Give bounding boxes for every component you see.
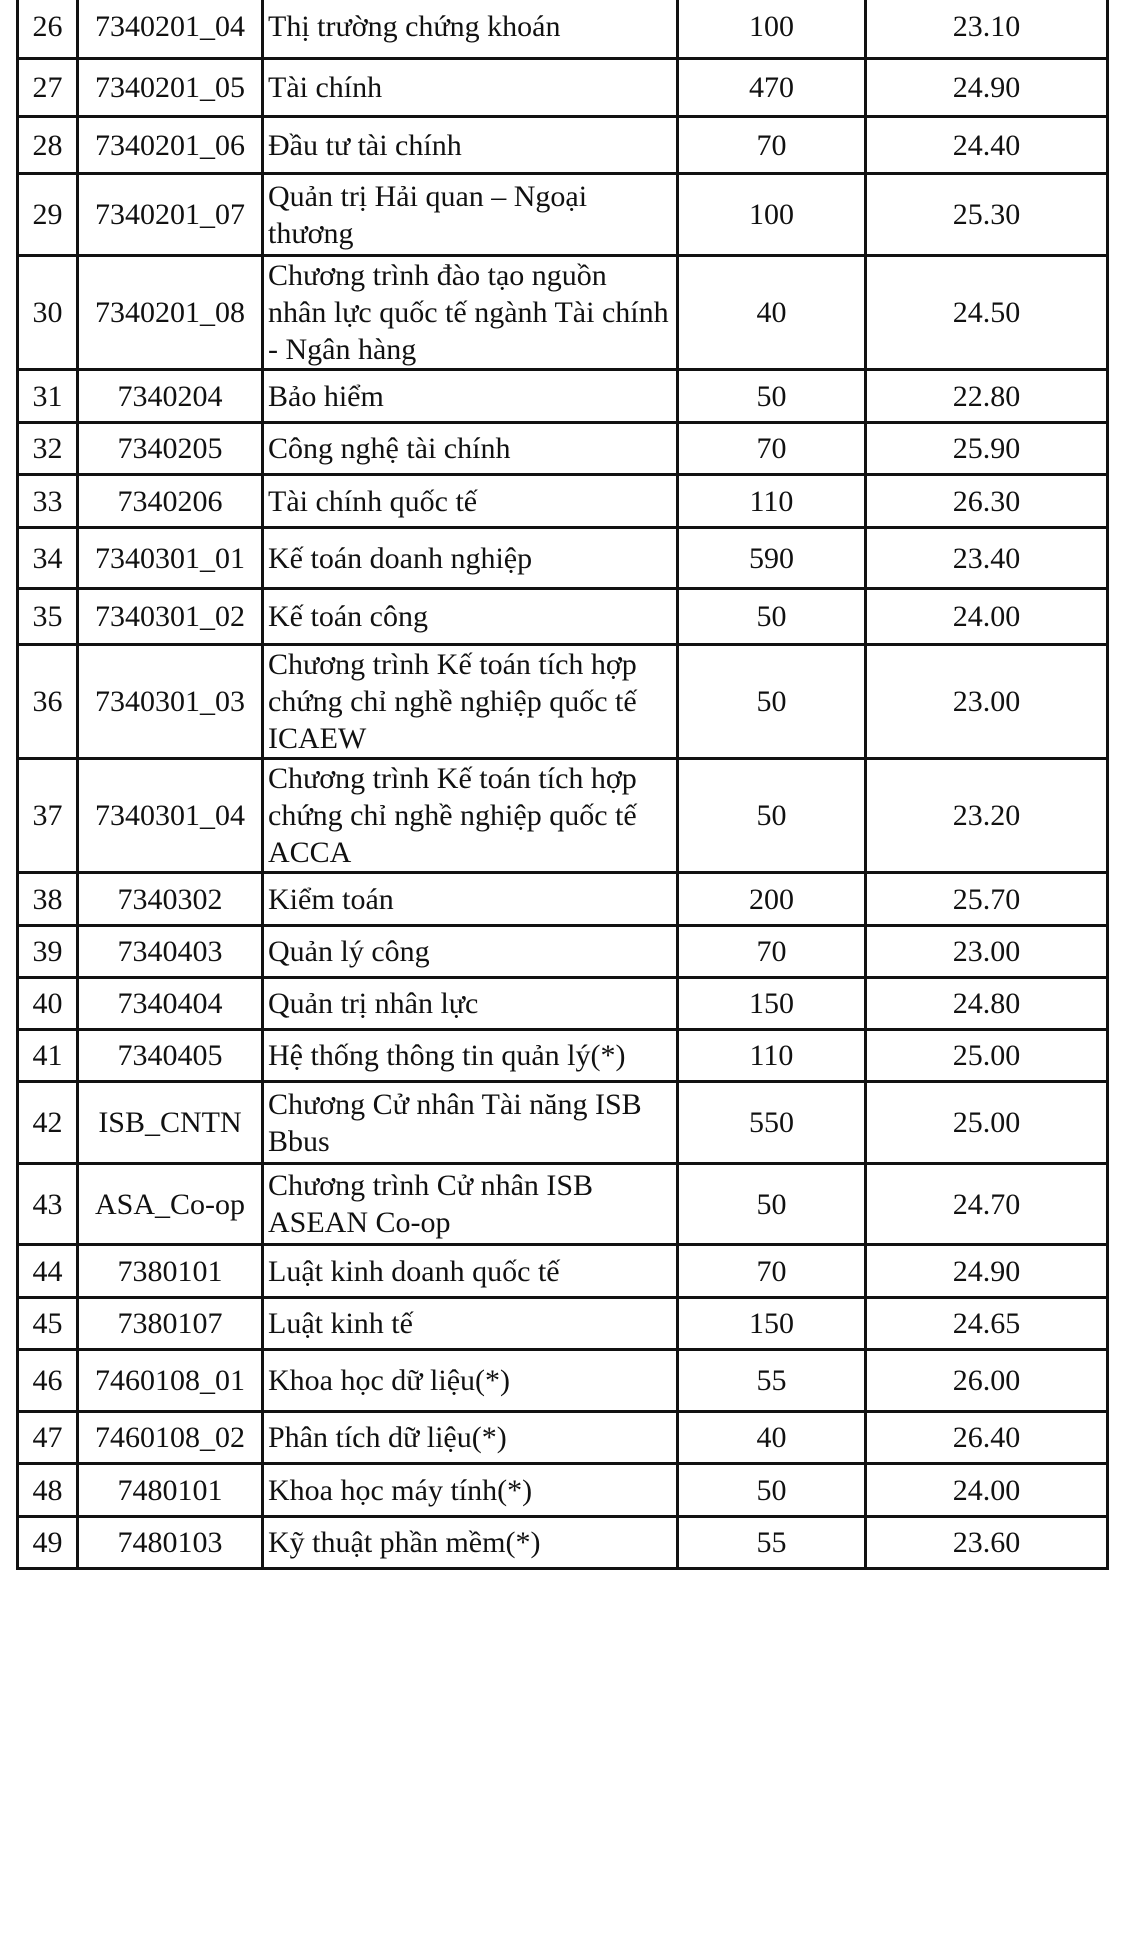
score-cell: 24.90 xyxy=(866,59,1108,117)
major-name-cell: Luật kinh doanh quốc tế xyxy=(263,1245,678,1298)
table-row xyxy=(18,59,1108,117)
row-number-cell: 27 xyxy=(18,59,78,117)
major-name-cell: Đầu tư tài chính xyxy=(263,117,678,174)
major-code-cell: 7340201_07 xyxy=(78,174,263,256)
quota-cell: 55 xyxy=(678,1350,866,1412)
row-number-cell: 38 xyxy=(18,873,78,926)
score-cell: 24.40 xyxy=(866,117,1108,174)
row-number-cell: 49 xyxy=(18,1517,78,1569)
score-cell: 26.30 xyxy=(866,475,1108,528)
table-row xyxy=(18,370,1108,423)
major-name-cell: Luật kinh tế xyxy=(263,1298,678,1350)
major-name-cell: Quản trị nhân lực xyxy=(263,978,678,1030)
table-row xyxy=(18,978,1108,1030)
score-cell: 25.90 xyxy=(866,423,1108,475)
table-row xyxy=(18,873,1108,926)
score-cell: 25.70 xyxy=(866,873,1108,926)
major-code-cell: 7340204 xyxy=(78,370,263,423)
quota-cell: 70 xyxy=(678,423,866,475)
major-name-cell: Khoa học máy tính(*) xyxy=(263,1464,678,1517)
major-name-cell: Chương Cử nhân Tài năng ISB Bbus xyxy=(263,1082,678,1164)
major-name-cell: Kiểm toán xyxy=(263,873,678,926)
quota-cell: 150 xyxy=(678,978,866,1030)
major-code-cell: 7340201_06 xyxy=(78,117,263,174)
major-code-cell: 7340201_05 xyxy=(78,59,263,117)
quota-cell: 590 xyxy=(678,528,866,589)
major-code-cell: 7340405 xyxy=(78,1030,263,1082)
major-name-cell: Khoa học dữ liệu(*) xyxy=(263,1350,678,1412)
quota-cell: 550 xyxy=(678,1082,866,1164)
major-code-cell: 7480101 xyxy=(78,1464,263,1517)
quota-cell: 110 xyxy=(678,1030,866,1082)
quota-cell: 55 xyxy=(678,1517,866,1569)
row-number-cell: 28 xyxy=(18,117,78,174)
score-cell: 24.65 xyxy=(866,1298,1108,1350)
row-number-cell: 45 xyxy=(18,1298,78,1350)
major-name-cell: Chương trình Cử nhân ISB ASEAN Co-op xyxy=(263,1164,678,1245)
quota-cell: 100 xyxy=(678,0,866,59)
table-row xyxy=(18,589,1108,645)
score-cell: 22.80 xyxy=(866,370,1108,423)
quota-cell: 200 xyxy=(678,873,866,926)
major-code-cell: 7340403 xyxy=(78,926,263,978)
quota-cell: 150 xyxy=(678,1298,866,1350)
major-code-cell: ISB_CNTN xyxy=(78,1082,263,1164)
quota-cell: 70 xyxy=(678,926,866,978)
row-number-cell: 47 xyxy=(18,1412,78,1464)
major-code-cell: 7460108_02 xyxy=(78,1412,263,1464)
quota-cell: 470 xyxy=(678,59,866,117)
quota-cell: 50 xyxy=(678,759,866,873)
score-cell: 24.90 xyxy=(866,1245,1108,1298)
row-number-cell: 44 xyxy=(18,1245,78,1298)
table-row xyxy=(18,1350,1108,1412)
table-row xyxy=(18,1517,1108,1569)
table-row xyxy=(18,0,1108,59)
row-number-cell: 31 xyxy=(18,370,78,423)
major-name-cell: Chương trình đào tạo nguồn nhân lực quốc tế ngành Tài chính - Ngân hàng xyxy=(263,256,678,370)
table-row xyxy=(18,1464,1108,1517)
score-cell: 23.20 xyxy=(866,759,1108,873)
score-cell: 24.70 xyxy=(866,1164,1108,1245)
score-cell: 24.80 xyxy=(866,978,1108,1030)
row-number-cell: 30 xyxy=(18,256,78,370)
row-number-cell: 40 xyxy=(18,978,78,1030)
score-cell: 25.00 xyxy=(866,1030,1108,1082)
score-cell: 23.40 xyxy=(866,528,1108,589)
major-name-cell: Kế toán công xyxy=(263,589,678,645)
score-cell: 26.00 xyxy=(866,1350,1108,1412)
table-row xyxy=(18,1245,1108,1298)
major-name-cell: Tài chính xyxy=(263,59,678,117)
row-number-cell: 32 xyxy=(18,423,78,475)
major-code-cell: 7340206 xyxy=(78,475,263,528)
major-code-cell: ASA_Co-op xyxy=(78,1164,263,1245)
quota-cell: 70 xyxy=(678,1245,866,1298)
quota-cell: 40 xyxy=(678,1412,866,1464)
table-row xyxy=(18,174,1108,256)
quota-cell: 70 xyxy=(678,117,866,174)
table-row xyxy=(18,256,1108,370)
score-cell: 24.00 xyxy=(866,589,1108,645)
score-cell: 23.10 xyxy=(866,0,1108,59)
score-cell: 26.40 xyxy=(866,1412,1108,1464)
row-number-cell: 29 xyxy=(18,174,78,256)
major-name-cell: Phân tích dữ liệu(*) xyxy=(263,1412,678,1464)
table-row xyxy=(18,528,1108,589)
major-name-cell: Chương trình Kế toán tích hợp chứng chỉ nghề nghiệp quốc tế ACCA xyxy=(263,759,678,873)
major-code-cell: 7480103 xyxy=(78,1517,263,1569)
table-row xyxy=(18,926,1108,978)
row-number-cell: 43 xyxy=(18,1164,78,1245)
major-code-cell: 7340301_01 xyxy=(78,528,263,589)
score-cell: 23.60 xyxy=(866,1517,1108,1569)
table-row xyxy=(18,1082,1108,1164)
table-row xyxy=(18,1412,1108,1464)
score-cell: 25.30 xyxy=(866,174,1108,256)
row-number-cell: 26 xyxy=(18,0,78,59)
quota-cell: 50 xyxy=(678,589,866,645)
row-number-cell: 37 xyxy=(18,759,78,873)
table-row xyxy=(18,1298,1108,1350)
quota-cell: 100 xyxy=(678,174,866,256)
major-name-cell: Kỹ thuật phần mềm(*) xyxy=(263,1517,678,1569)
row-number-cell: 48 xyxy=(18,1464,78,1517)
major-code-cell: 7340301_03 xyxy=(78,645,263,759)
major-name-cell: Quản lý công xyxy=(263,926,678,978)
major-name-cell: Bảo hiểm xyxy=(263,370,678,423)
row-number-cell: 36 xyxy=(18,645,78,759)
major-code-cell: 7340302 xyxy=(78,873,263,926)
table-row xyxy=(18,645,1108,759)
row-number-cell: 41 xyxy=(18,1030,78,1082)
major-name-cell: Quản trị Hải quan – Ngoại thương xyxy=(263,174,678,256)
major-name-cell: Công nghệ tài chính xyxy=(263,423,678,475)
quota-cell: 50 xyxy=(678,645,866,759)
major-code-cell: 7380101 xyxy=(78,1245,263,1298)
major-code-cell: 7380107 xyxy=(78,1298,263,1350)
table-row xyxy=(18,423,1108,475)
row-number-cell: 34 xyxy=(18,528,78,589)
score-cell: 24.00 xyxy=(866,1464,1108,1517)
table-row xyxy=(18,117,1108,174)
major-code-cell: 7340201_04 xyxy=(78,0,263,59)
score-cell: 25.00 xyxy=(866,1082,1108,1164)
quota-cell: 50 xyxy=(678,1464,866,1517)
major-code-cell: 7340404 xyxy=(78,978,263,1030)
row-number-cell: 42 xyxy=(18,1082,78,1164)
quota-cell: 40 xyxy=(678,256,866,370)
table-row xyxy=(18,1030,1108,1082)
table-row xyxy=(18,759,1108,873)
major-code-cell: 7340205 xyxy=(78,423,263,475)
major-name-cell: Thị trường chứng khoán xyxy=(263,0,678,59)
major-name-cell: Hệ thống thông tin quản lý(*) xyxy=(263,1030,678,1082)
major-code-cell: 7340301_02 xyxy=(78,589,263,645)
major-name-cell: Tài chính quốc tế xyxy=(263,475,678,528)
quota-cell: 50 xyxy=(678,370,866,423)
major-name-cell: Kế toán doanh nghiệp xyxy=(263,528,678,589)
table-body xyxy=(18,0,1108,1569)
row-number-cell: 35 xyxy=(18,589,78,645)
row-number-cell: 33 xyxy=(18,475,78,528)
major-code-cell: 7340201_08 xyxy=(78,256,263,370)
major-code-cell: 7460108_01 xyxy=(78,1350,263,1412)
row-number-cell: 39 xyxy=(18,926,78,978)
table-row xyxy=(18,1164,1108,1245)
score-cell: 23.00 xyxy=(866,926,1108,978)
major-code-cell: 7340301_04 xyxy=(78,759,263,873)
table-row xyxy=(18,475,1108,528)
quota-cell: 110 xyxy=(678,475,866,528)
quota-cell: 50 xyxy=(678,1164,866,1245)
score-cell: 23.00 xyxy=(866,645,1108,759)
score-cell: 24.50 xyxy=(866,256,1108,370)
row-number-cell: 46 xyxy=(18,1350,78,1412)
admission-score-table xyxy=(16,0,1109,1570)
major-name-cell: Chương trình Kế toán tích hợp chứng chỉ nghề nghiệp quốc tế ICAEW xyxy=(263,645,678,759)
